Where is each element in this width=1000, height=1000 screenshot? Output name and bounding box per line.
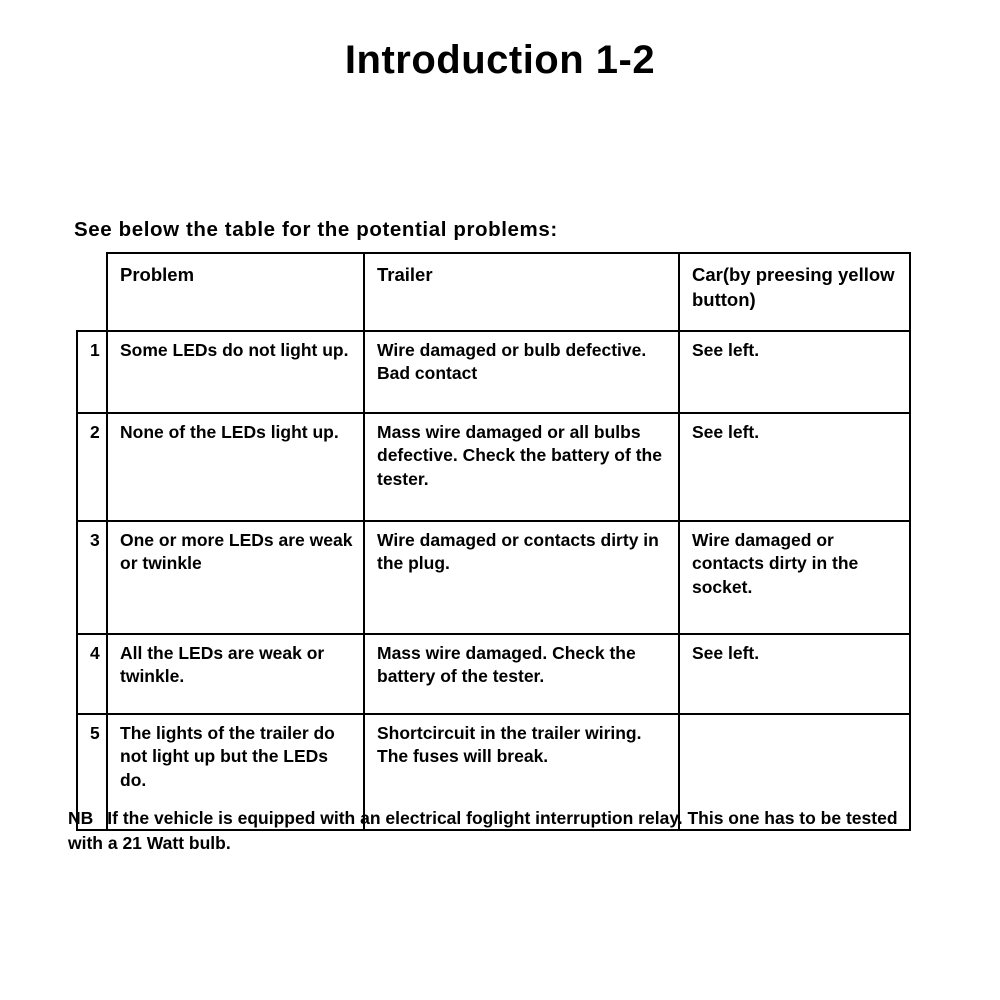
note-label: NB (68, 808, 94, 828)
row-number: 5 (77, 714, 107, 830)
table-row (77, 634, 910, 714)
note-text: If the vehicle is equipped with an electrical foglight interruption relay. This one has to be tested with a 21 Watt bulb. (68, 808, 898, 854)
cell-problem: One or more LEDs are weak or twinkle (107, 521, 364, 634)
table-row (77, 413, 910, 521)
cell-trailer: Wire damaged or bulb defective. Bad contact (364, 331, 679, 413)
header-cell-problem: Problem (107, 253, 364, 331)
table-header-row (77, 253, 910, 331)
intro-text: See below the table for the potential problems: (74, 218, 558, 241)
row-number: 1 (77, 331, 107, 413)
header-cell-trailer: Trailer (364, 253, 679, 331)
page-title: Introduction 1-2 (344, 38, 656, 82)
potential-problems-table (76, 252, 911, 831)
note-block (68, 806, 928, 857)
cell-problem: Some LEDs do not light up. (107, 331, 364, 413)
cell-car: See left. (679, 634, 910, 714)
cell-trailer: Wire damaged or contacts dirty in the plug. (364, 521, 679, 634)
cell-problem: The lights of the trailer do not light up but the LEDs do. (107, 714, 364, 830)
row-number: 4 (77, 634, 107, 714)
header-cell-car: Car(by preesing yellow button) (679, 253, 910, 331)
cell-trailer: Shortcircuit in the trailer wiring. The fuses will break. (364, 714, 679, 830)
cell-car: See left. (679, 331, 910, 413)
cell-problem: All the LEDs are weak or twinkle. (107, 634, 364, 714)
table-row (77, 521, 910, 634)
cell-trailer: Mass wire damaged. Check the battery of the tester. (364, 634, 679, 714)
cell-problem: None of the LEDs light up. (107, 413, 364, 521)
table-row (77, 331, 910, 413)
cell-car: See left. (679, 413, 910, 521)
cell-car: Wire damaged or contacts dirty in the socket. (679, 521, 910, 634)
header-cell-number (77, 253, 107, 331)
row-number: 2 (77, 413, 107, 521)
row-number: 3 (77, 521, 107, 634)
cell-trailer: Mass wire damaged or all bulbs defective. Check the battery of the tester. (364, 413, 679, 521)
